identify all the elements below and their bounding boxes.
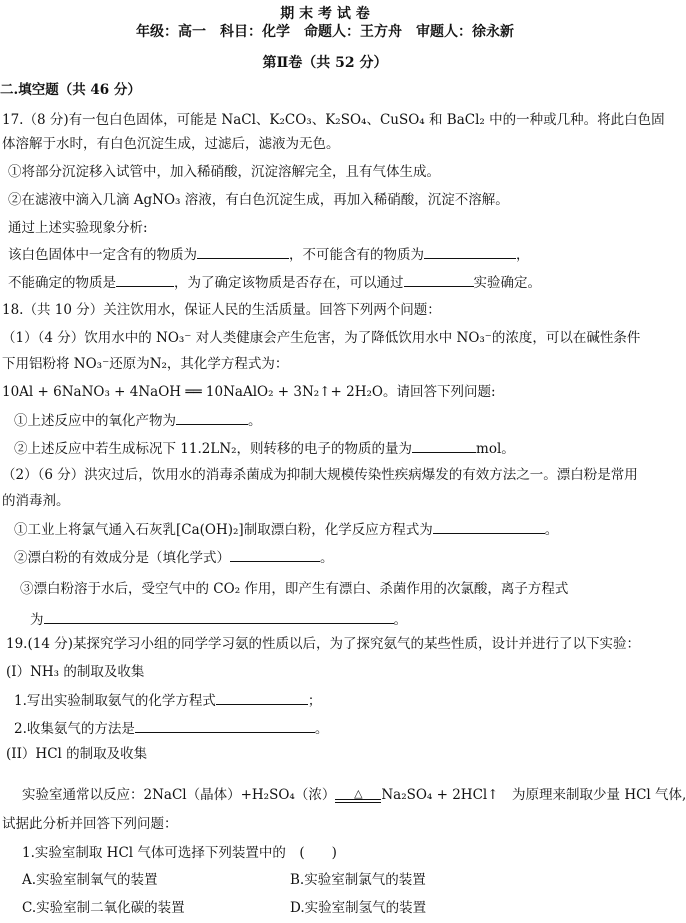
q18-sub5-line1: ③漂白粉溶于水后，受空气中的 CO₂ 作用，即产生有漂白、杀菌作用的次氯酸，离子方程式 (20, 581, 569, 597)
q17-fill1-text-a: 该白色固体中一定含有的物质为 (8, 247, 197, 263)
answer-blank[interactable] (44, 611, 394, 624)
answer-blank[interactable] (433, 521, 545, 534)
q18-sub2-text: ②上述反应中若生成标况下 11.2LN₂，则转移的电子的物质的量为 (14, 441, 413, 457)
q17-fill2-text-c: 实验确定。 (473, 275, 541, 291)
answer-blank[interactable] (424, 246, 516, 259)
exam-title: 期 末 考 试 卷 (280, 6, 370, 22)
q17-fill2 (8, 274, 541, 291)
section-title: 第Ⅱ卷（共 52 分） (262, 55, 388, 71)
q17-fill2-text-b: ，为了确定该物质是否存在，可以通过 (174, 275, 404, 291)
option-b[interactable]: B.实验室制氯气的装置 (290, 872, 426, 888)
q19-item1-text: 1.写出实验制取氨气的化学方程式 (14, 693, 216, 709)
heat-condition: △ (354, 787, 363, 800)
q19-choose: 1.实验室制取 HCl 气体可选择下列装置中的 ( ) (22, 845, 337, 861)
q18-sub1-end: 。 (248, 413, 262, 429)
q18-p1-line2: 下用铝粉将 NO₃⁻还原为N₂，其化学方程式为： (2, 356, 289, 372)
q18-sub2 (14, 440, 515, 457)
q18-sub3-end: 。 (544, 522, 559, 538)
q18-line1: 18.（共 10 分）关注饮用水，保证人民的生活质量。回答下列两个问题： (2, 302, 441, 318)
answer-blank[interactable] (412, 440, 476, 453)
q17-line1: 17.（8 分)有一包白色固体，可能是 NaCl、K₂CO₃、K₂SO₄、CuSO₄ 和 BaCl₂ 中的一种或几种。将此白色固 (2, 112, 665, 128)
q19-line1: 19.(14 分)某探究学习小组的同学学习氨的性质以后，为了探究氨气的某些性质，设计并进行了以下实验： (6, 636, 640, 652)
part2-title: 二.填空题（共 46 分） (0, 82, 141, 98)
q18-sub2-end: mol。 (476, 441, 515, 457)
option-d[interactable]: D.实验室制氢气的装置 (290, 900, 427, 916)
q19-part2-title: (II）HCl 的制取及收集 (6, 746, 148, 762)
q18-p2-line1: （2）（6 分）洪灾过后，饮用水的消毒杀菌成为抑制大规模传染性疾病爆发的有效方法之一。漂白粉是常用 (2, 467, 638, 483)
q17-analysis: 通过上述实验现象分析: (8, 220, 148, 236)
q19-item2 (14, 720, 328, 737)
q18-p1-line1: （1）（4 分）饮用水中的 NO₃⁻ 对人类健康会产生危害，为了降低饮用水中 NO₃⁻的浓度，可以在碱性条件 (2, 330, 641, 346)
q18-p2-line2: 的消毒剂。 (2, 493, 70, 509)
q18-sub5-end: 。 (393, 612, 407, 628)
answer-blank[interactable] (216, 692, 308, 705)
q19-reaction-text-a: 实验室通常以反应：2NaCl（晶体）+H₂SO₄（浓） (22, 787, 336, 803)
q18-sub1-text: ①上述反应中的氧化产物为 (14, 413, 176, 429)
q17-step1: ①将部分沉淀移入试管中，加入稀硝酸，沉淀溶解完全，且有气体生成。 (8, 164, 440, 180)
answer-blank[interactable] (135, 720, 315, 733)
q17-line2: 体溶解于水时，有白色沉淀生成，过滤后，滤液为无色。 (2, 136, 340, 152)
q17-fill1-text-b: ，不可能含有的物质为 (289, 247, 424, 263)
q17-fill1 (8, 246, 530, 263)
q19-item1 (14, 692, 321, 709)
q19-item2-end: 。 (314, 721, 329, 737)
q18-sub4-end: 。 (320, 550, 334, 566)
answer-blank[interactable] (404, 274, 474, 287)
q18-sub3-text: ①工业上将氯气通入石灰乳[Ca(OH)₂]制取漂白粉，化学反应方程式为 (14, 522, 433, 538)
q17-step2: ②在滤液中滴入几滴 AgNO₃ 溶液，有白色沉淀生成，再加入稀硝酸，沉淀不溶解。 (8, 192, 509, 208)
answer-blank[interactable] (230, 549, 320, 562)
q19-part1-title: (Ⅰ）NH₃ 的制取及收集 (6, 664, 145, 680)
q17-fill2-text-a: 不能确定的物质是 (8, 275, 116, 291)
q19-reaction-text-b: Na₂SO₄ + 2HCl↑ 为原理来制取少量 HCl 气体, (381, 787, 686, 803)
option-c[interactable]: C.实验室制二氧化碳的装置 (22, 900, 185, 916)
answer-blank[interactable] (116, 274, 174, 287)
q18-sub4 (14, 549, 334, 566)
q18-sub3 (14, 521, 558, 538)
q18-sub5-text: 为 (30, 612, 44, 628)
option-a[interactable]: A.实验室制氧气的装置 (22, 872, 158, 888)
answer-blank[interactable] (197, 246, 289, 259)
q19-item1-end: ； (307, 693, 322, 709)
q18-sub1 (14, 412, 262, 429)
q18-sub5-line2 (30, 611, 407, 628)
q17-fill1-text-c: ， (516, 247, 530, 263)
q19-reaction (22, 787, 686, 805)
q18-equation: 10Al + 6NaNO₃ + 4NaOH ══ 10NaAlO₂ + 3N₂↑+ 2H₂O。请回答下列问题: (2, 384, 496, 400)
exam-meta: 年级：高一 科目：化学 命题人：王方舟 审题人：徐永新 (136, 24, 514, 40)
q18-sub4-text: ②漂白粉的有效成分是（填化学式） (14, 550, 230, 566)
heat-equals-sign (335, 789, 381, 803)
answer-blank[interactable] (176, 412, 248, 425)
q19-reaction-line2: 试据此分析并回答下列问题： (2, 816, 178, 832)
q19-item2-text: 2.收集氨气的方法是 (14, 721, 135, 737)
